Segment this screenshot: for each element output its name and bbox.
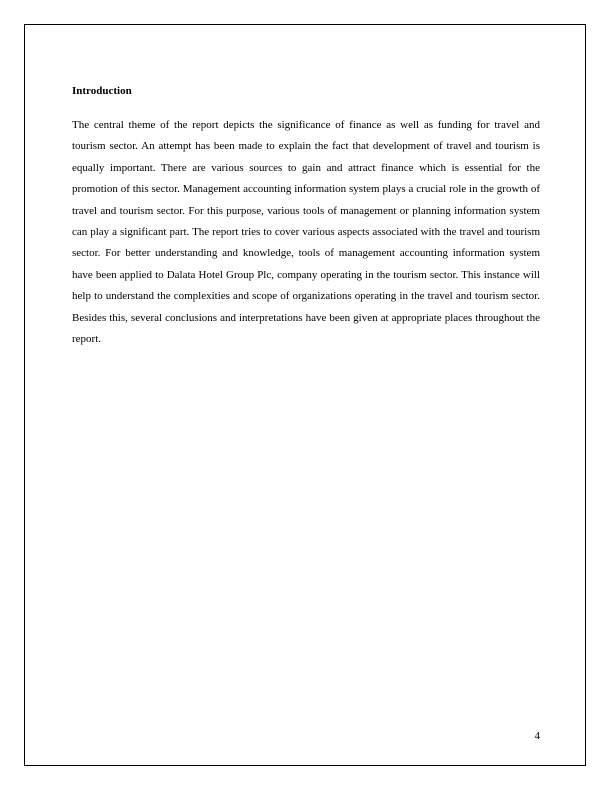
page-number: 4	[534, 730, 540, 742]
section-heading: Introduction	[72, 85, 132, 97]
introduction-paragraph: The central theme of the report depicts the significance of finance as well as funding for travel and tourism sector. An attempt has been made to explain the fact that development of travel and tourism is equally important. There are various sources to gain and attract finance which is essential for the promotion of this sector. Management accounting information system plays a crucial role in the growth of travel and tourism sector. For this purpose, various tools of management or planning information system can play a significant part. The report tries to cover various aspects associated with the travel and tourism sector. For better understanding and knowledge, tools of management accounting information system have been applied to Dalata Hotel Group Plc, company operating in the tourism sector. This instance will help to understand the complexities and scope of organizations operating in the travel and tourism sector. Besides this, several conclusions and interpretations have been given at appropriate places throughout the report.	[72, 119, 540, 346]
